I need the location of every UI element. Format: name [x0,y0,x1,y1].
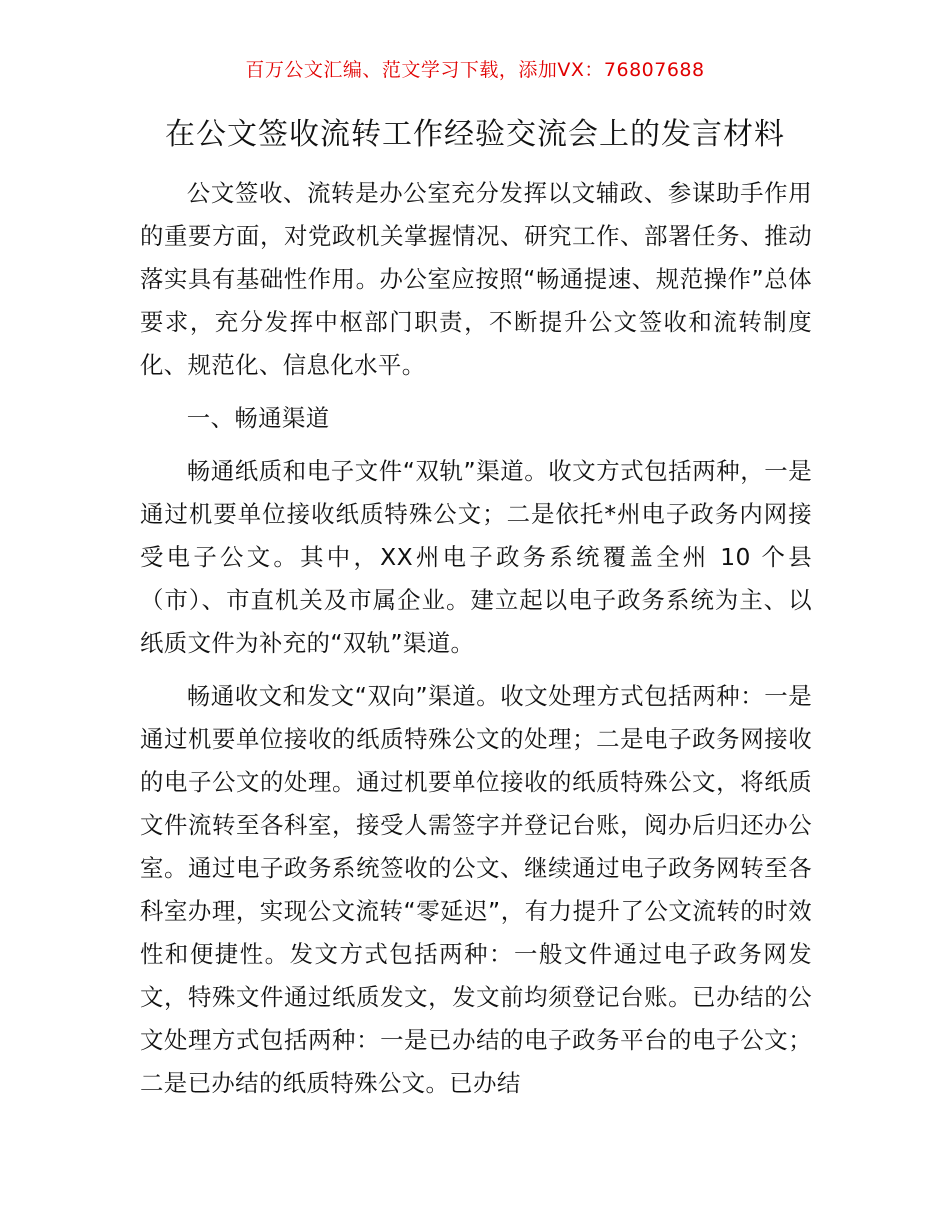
header-note: 百万公文汇编、范文学习下载，添加VX：76807688 [245,59,705,81]
paragraph-dual-direction: 畅通收文和发文“双向”渠道。收文处理方式包括两种：一是通过机要单位接收的纸质特殊公文的处理；二是电子政务网接收的电子公文的处理。通过机要单位接收的纸质特殊公文，将纸质文件流转至各科室，接受人需签字并登记台账，阅办后归还办公室。通过电子政务系统签收的公文、继续通过电子政务网转至各科室办理，实现公文流转“零延迟”，有力提升了公文流转的时效性和便捷性。发文方式包括两种：一般文件通过电子政务网发文，特殊文件通过纸质发文，发文前均须登记台账。已办结的公文处理方式包括两种：一是已办结的电子政务平台的电子公文；二是已办结的纸质特殊公文。已办结 [140,682,812,1097]
paragraph-intro: 公文签收、流转是办公室充分发挥以文辅政、参谋助手作用的重要方面，对党政机关掌握情况、研究工作、部署任务、推动落实具有基础性作用。办公室应按照“畅通提速、规范操作”总体要求，充分发挥中枢部门职责，不断提升公文签收和流转制度化、规范化、信息化水平。 [140,179,812,379]
document-title: 在公文签收流转工作经验交流会上的发言材料 [165,117,785,152]
paragraph-dual-track: 畅通纸质和电子文件“双轨”渠道。收文方式包括两种，一是通过机要单位接收纸质特殊公文；二是依托*州电子政务内网接受电子公文。其中，XX州电子政务系统覆盖全州 10 个县（市）、市直机关及市属企业。建立起以电子政务系统为主、以纸质文件为补充的“双轨”渠道。 [140,457,812,657]
document-body [140,172,812,1105]
section-heading-1: 一、畅通渠道 [186,404,330,432]
